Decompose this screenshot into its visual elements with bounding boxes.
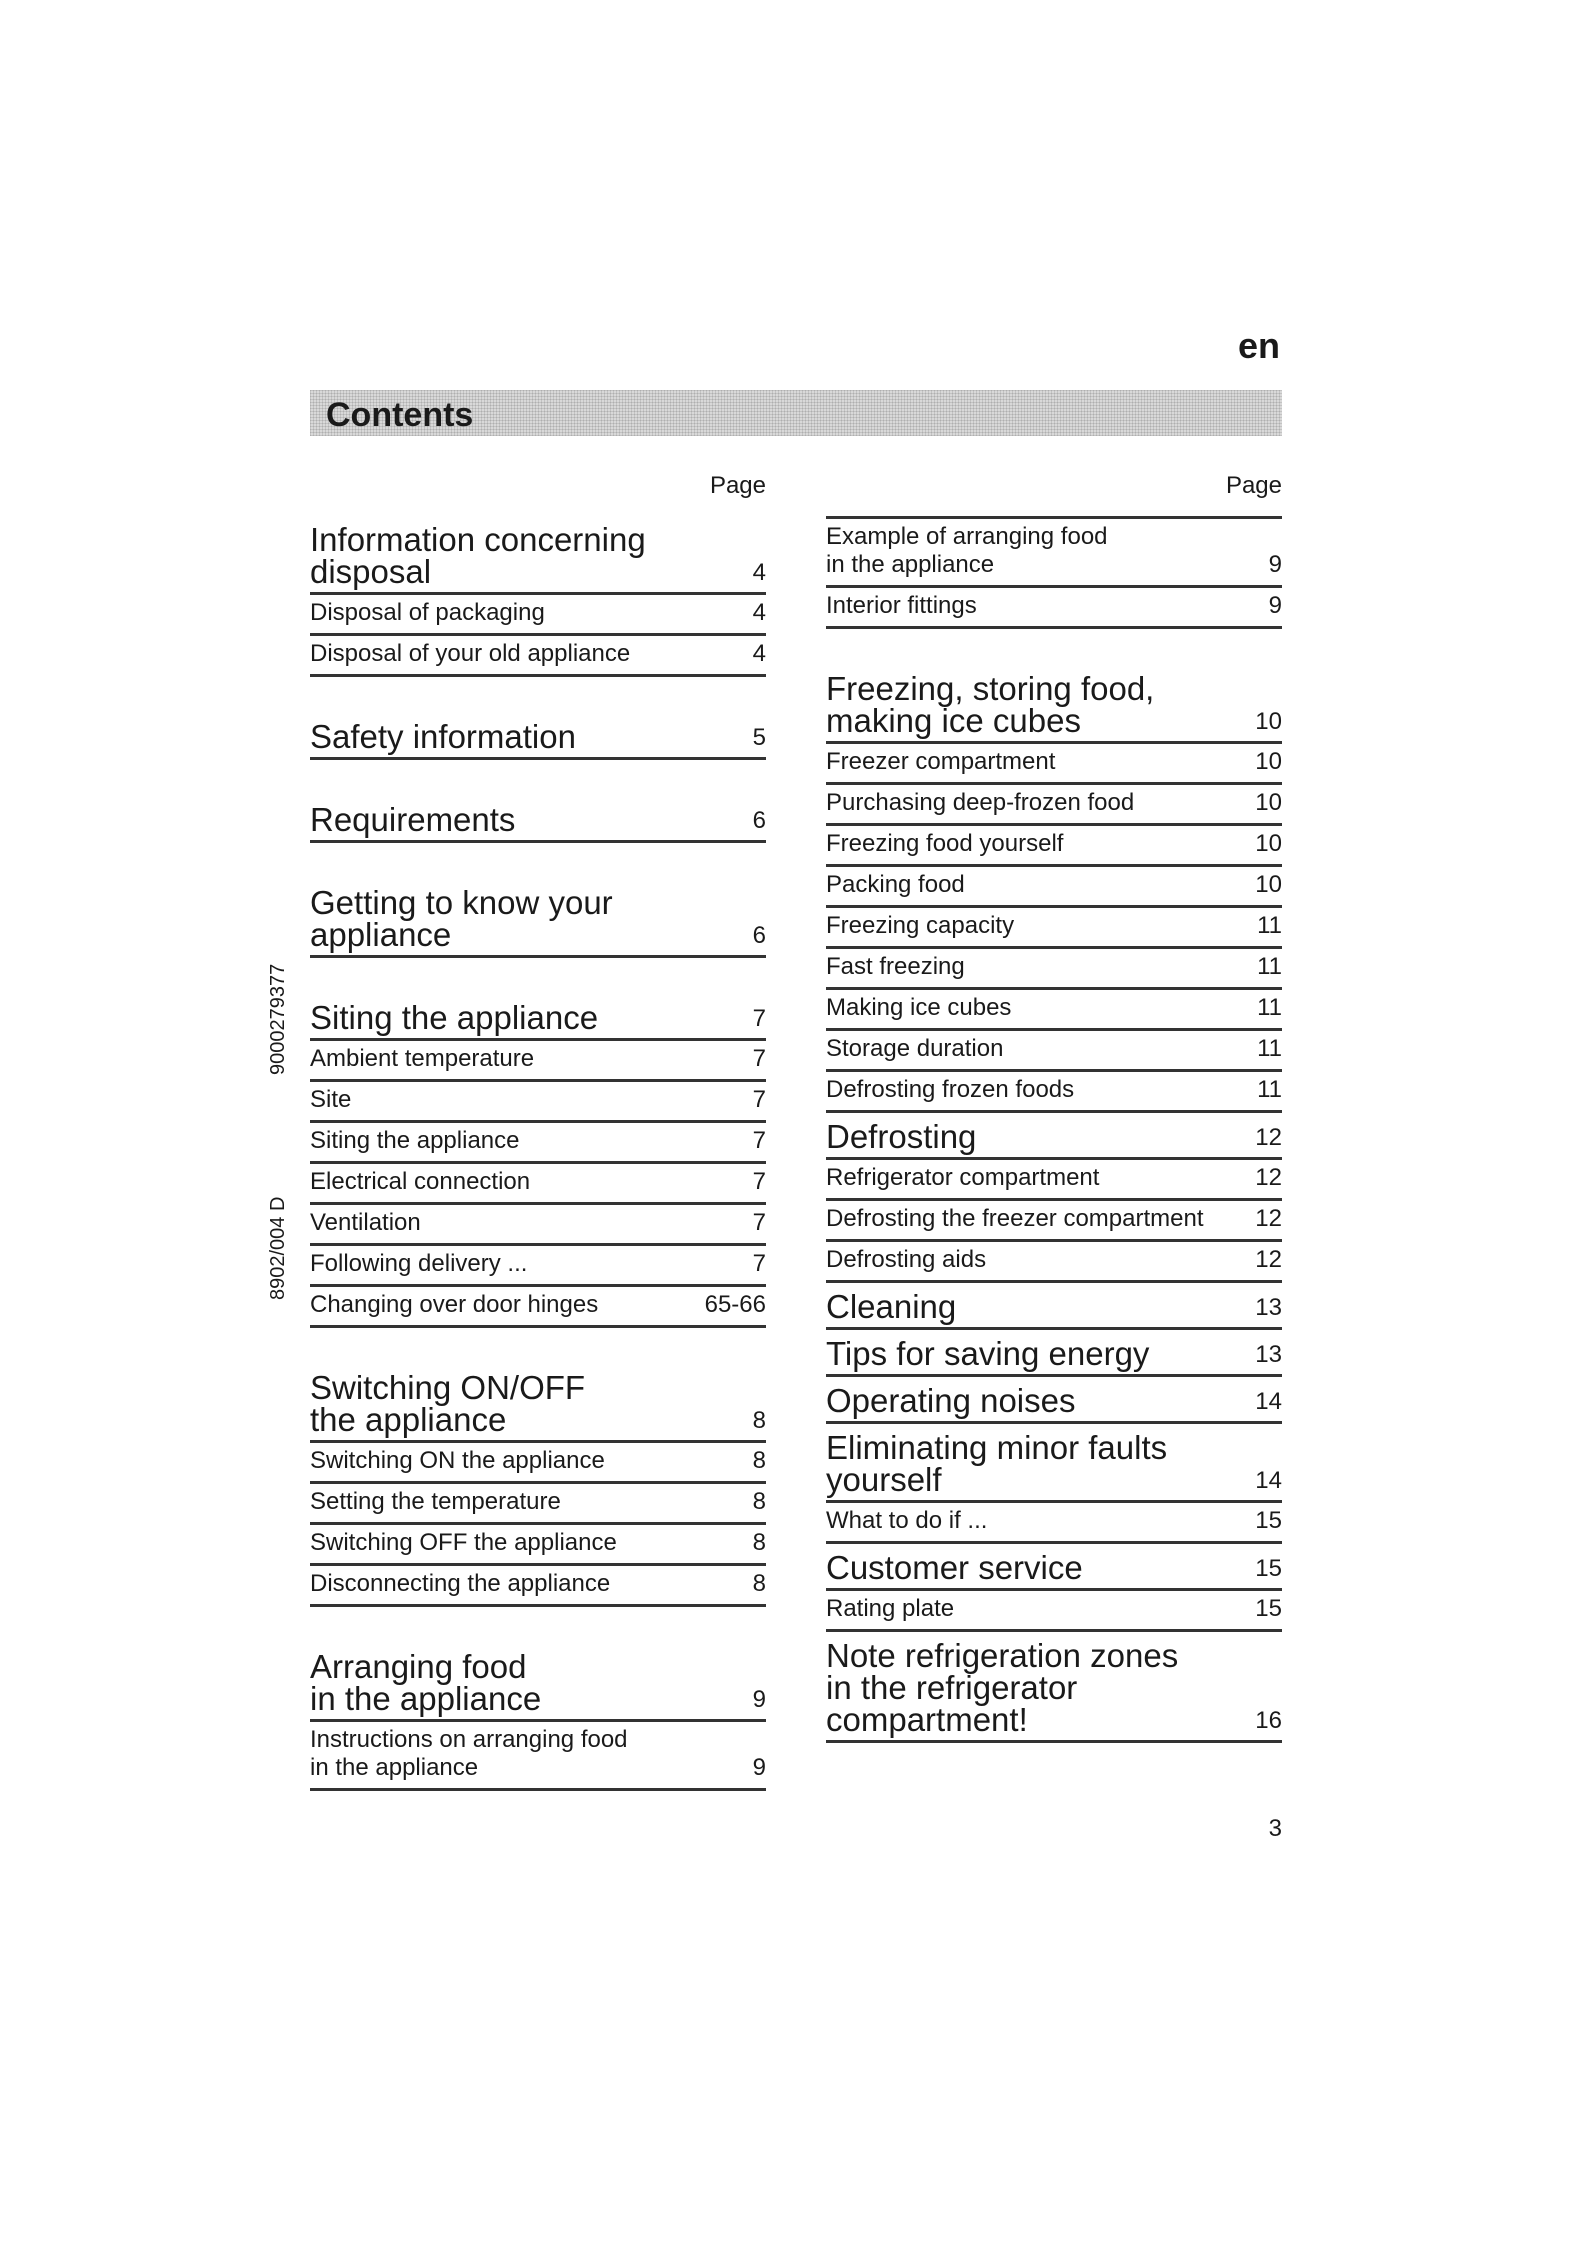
toc-entry-page: 7 bbox=[752, 1086, 766, 1113]
toc-section-entry bbox=[826, 1424, 1282, 1503]
toc-subentry bbox=[310, 1041, 766, 1082]
toc-entry-page: 13 bbox=[1255, 1294, 1282, 1321]
toc-entry-title: Making ice cubes bbox=[826, 994, 1012, 1021]
toc-entry-title: Tips for saving energy bbox=[826, 1335, 1150, 1372]
toc-entry-page: 5 bbox=[752, 724, 766, 751]
toc-subentry bbox=[826, 1031, 1282, 1072]
toc-subentry bbox=[310, 1205, 766, 1246]
toc-subentry bbox=[310, 1164, 766, 1205]
toc-entry-title: Following delivery ... bbox=[310, 1250, 528, 1277]
toc-entry-title: Defrosting frozen foods bbox=[826, 1076, 1075, 1103]
toc-entry-page: 11 bbox=[1257, 994, 1282, 1021]
contents-heading: Contents bbox=[326, 396, 474, 434]
toc-entry-title: Disposal of your old appliance bbox=[310, 640, 631, 667]
toc-entry-title: Electrical connection bbox=[310, 1168, 531, 1195]
toc-entry-page: 9 bbox=[752, 1754, 766, 1781]
toc-section-entry bbox=[826, 1544, 1282, 1591]
toc-entry-page: 65-66 bbox=[704, 1291, 766, 1318]
toc-entry-title: Example of arranging food in the appliance bbox=[826, 523, 1108, 578]
toc-subentry bbox=[826, 1201, 1282, 1242]
toc-entry-page: 16 bbox=[1255, 1707, 1282, 1734]
toc-section-entry bbox=[826, 1330, 1282, 1377]
toc-entry-title: Disconnecting the appliance bbox=[310, 1570, 611, 1597]
toc-entry-title: Arranging food in the appliance bbox=[310, 1648, 542, 1717]
toc-entry-title: Setting the temperature bbox=[310, 1488, 561, 1515]
page-number: 3 bbox=[1268, 1815, 1282, 1842]
toc-entry-page: 4 bbox=[752, 599, 766, 626]
toc-left-list bbox=[310, 516, 766, 1791]
toc-subentry bbox=[826, 908, 1282, 949]
toc-entry-title: Freezing food yourself bbox=[826, 830, 1064, 857]
toc-subentry bbox=[310, 1525, 766, 1566]
toc-entry-title: Instructions on arranging food in the appliance bbox=[310, 1726, 628, 1781]
toc-entry-title: Cleaning bbox=[826, 1288, 957, 1325]
toc-entry-page: 10 bbox=[1255, 871, 1282, 898]
toc-entry-title: Defrosting bbox=[826, 1118, 977, 1155]
toc-entry-title: Changing over door hinges bbox=[310, 1291, 599, 1318]
toc-entry-title: Purchasing deep-frozen food bbox=[826, 789, 1135, 816]
toc-entry-title: Switching ON/OFF the appliance bbox=[310, 1369, 586, 1438]
toc-subentry bbox=[310, 1123, 766, 1164]
toc-entry-title: Rating plate bbox=[826, 1595, 955, 1622]
toc-entry-page: 9 bbox=[1268, 551, 1282, 578]
toc-entry-title: Ventilation bbox=[310, 1209, 421, 1236]
toc-entry-title: Operating noises bbox=[826, 1382, 1076, 1419]
toc-entry-page: 11 bbox=[1257, 1035, 1282, 1062]
toc-entry-title: Switching ON the appliance bbox=[310, 1447, 605, 1474]
toc-entry-title: Packing food bbox=[826, 871, 965, 898]
toc-entry-page: 12 bbox=[1255, 1246, 1282, 1273]
toc-subentry bbox=[826, 1072, 1282, 1113]
toc-entry-title: Siting the appliance bbox=[310, 999, 599, 1036]
toc-section-entry bbox=[310, 1364, 766, 1443]
toc-entry-page: 7 bbox=[752, 1168, 766, 1195]
toc-entry-title: Safety information bbox=[310, 718, 576, 755]
toc-section-entry bbox=[310, 713, 766, 760]
toc-entry-page: 8 bbox=[752, 1488, 766, 1515]
toc-entry-page: 7 bbox=[752, 1045, 766, 1072]
toc-left-column bbox=[310, 466, 766, 1791]
toc-section-entry bbox=[310, 1643, 766, 1722]
toc-entry-page: 8 bbox=[752, 1570, 766, 1597]
toc-subentry bbox=[310, 1484, 766, 1525]
toc-entry-page: 12 bbox=[1255, 1124, 1282, 1151]
toc-entry-title: Freezer compartment bbox=[826, 748, 1056, 775]
toc-subentry bbox=[826, 1242, 1282, 1283]
toc-section-entry bbox=[310, 796, 766, 843]
toc-entry-page: 10 bbox=[1255, 708, 1282, 735]
toc-subentry bbox=[310, 636, 766, 677]
toc-entry-page: 9 bbox=[752, 1686, 766, 1713]
toc-entry-page: 10 bbox=[1255, 748, 1282, 775]
toc-right-list bbox=[826, 516, 1282, 1743]
toc-entry-title: Customer service bbox=[826, 1549, 1083, 1586]
print-code: 8902/004 D bbox=[267, 1196, 289, 1300]
toc-section-entry bbox=[826, 1377, 1282, 1424]
toc-entry-page: 10 bbox=[1255, 789, 1282, 816]
toc-entry-title: Ambient temperature bbox=[310, 1045, 535, 1072]
page-column-label: Page bbox=[1225, 472, 1282, 499]
toc-entry-page: 9 bbox=[1268, 592, 1282, 619]
toc-subentry bbox=[826, 826, 1282, 867]
toc-subentry bbox=[826, 588, 1282, 629]
toc-entry-page: 4 bbox=[752, 559, 766, 586]
toc-section-entry bbox=[310, 994, 766, 1041]
toc-entry-title: Fast freezing bbox=[826, 953, 965, 980]
toc-entry-title: Disposal of packaging bbox=[310, 599, 545, 626]
toc-entry-page: 15 bbox=[1255, 1595, 1282, 1622]
toc-section-entry bbox=[310, 879, 766, 958]
toc-entry-title: Storage duration bbox=[826, 1035, 1004, 1062]
toc-entry-title: Information concerning disposal bbox=[310, 521, 646, 590]
toc-entry-page: 8 bbox=[752, 1407, 766, 1434]
toc-entry-title: Site bbox=[310, 1086, 352, 1113]
toc-entry-page: 8 bbox=[752, 1529, 766, 1556]
toc-subentry bbox=[310, 1443, 766, 1484]
toc-entry-page: 7 bbox=[752, 1250, 766, 1277]
toc-entry-page: 11 bbox=[1257, 953, 1282, 980]
toc-entry-title: Refrigerator compartment bbox=[826, 1164, 1100, 1191]
toc-entry-title: Defrosting aids bbox=[826, 1246, 987, 1273]
toc-section-entry bbox=[826, 665, 1282, 744]
toc-entry-page: 8 bbox=[752, 1447, 766, 1474]
toc-entry-page: 15 bbox=[1255, 1507, 1282, 1534]
toc-entry-page: 10 bbox=[1255, 830, 1282, 857]
toc-subentry bbox=[826, 867, 1282, 908]
toc-entry-page: 11 bbox=[1257, 1076, 1282, 1103]
document-number: 9000279377 bbox=[267, 963, 289, 1075]
toc-subentry bbox=[310, 1566, 766, 1607]
toc-entry-page: 14 bbox=[1255, 1388, 1282, 1415]
toc-entry-title: Requirements bbox=[310, 801, 516, 838]
toc-entry-page: 6 bbox=[752, 807, 766, 834]
toc-subentry bbox=[826, 1503, 1282, 1544]
toc-entry-title: Freezing capacity bbox=[826, 912, 1015, 939]
toc-entry-page: 11 bbox=[1257, 912, 1282, 939]
toc-subentry bbox=[826, 1591, 1282, 1632]
toc-section-entry bbox=[826, 1113, 1282, 1160]
toc-subentry bbox=[826, 744, 1282, 785]
toc-entry-title: Getting to know your appliance bbox=[310, 884, 613, 953]
toc-subentry bbox=[310, 1082, 766, 1123]
contents-banner bbox=[310, 390, 1282, 436]
toc-entry-page: 12 bbox=[1255, 1205, 1282, 1232]
toc-right-column bbox=[826, 466, 1282, 1743]
toc-entry-page: 15 bbox=[1255, 1555, 1282, 1582]
toc-entry-title: Siting the appliance bbox=[310, 1127, 520, 1154]
toc-entry-page: 7 bbox=[752, 1209, 766, 1236]
toc-section-entry bbox=[826, 1283, 1282, 1330]
toc-subentry bbox=[826, 516, 1282, 588]
toc-entry-page: 13 bbox=[1255, 1341, 1282, 1368]
toc-subentry bbox=[826, 1160, 1282, 1201]
toc-entry-page: 4 bbox=[752, 640, 766, 667]
toc-entry-page: 14 bbox=[1255, 1467, 1282, 1494]
toc-entry-page: 7 bbox=[752, 1005, 766, 1032]
toc-section-entry bbox=[826, 1632, 1282, 1743]
toc-entry-title: Freezing, storing food, making ice cubes bbox=[826, 670, 1155, 739]
toc-entry-page: 12 bbox=[1255, 1164, 1282, 1191]
toc-entry-title: Note refrigeration zones in the refrigerator compartment! bbox=[826, 1637, 1179, 1738]
toc-entry-title: Eliminating minor faults yourself bbox=[826, 1429, 1168, 1498]
toc-subentry bbox=[310, 1722, 766, 1791]
toc-entry-title: Defrosting the freezer compartment bbox=[826, 1205, 1204, 1232]
toc-entry-page: 6 bbox=[752, 922, 766, 949]
toc-subentry bbox=[310, 595, 766, 636]
language-code: en bbox=[1237, 325, 1280, 366]
toc-subentry bbox=[310, 1246, 766, 1287]
toc-subentry bbox=[826, 785, 1282, 826]
toc-entry-title: What to do if ... bbox=[826, 1507, 988, 1534]
toc-section-entry bbox=[310, 516, 766, 595]
toc-entry-title: Interior fittings bbox=[826, 592, 977, 619]
toc-subentry bbox=[826, 949, 1282, 990]
toc-subentry bbox=[310, 1287, 766, 1328]
toc-subentry bbox=[826, 990, 1282, 1031]
page-column-label: Page bbox=[709, 472, 766, 499]
toc-entry-title: Switching OFF the appliance bbox=[310, 1529, 617, 1556]
toc-entry-page: 7 bbox=[752, 1127, 766, 1154]
